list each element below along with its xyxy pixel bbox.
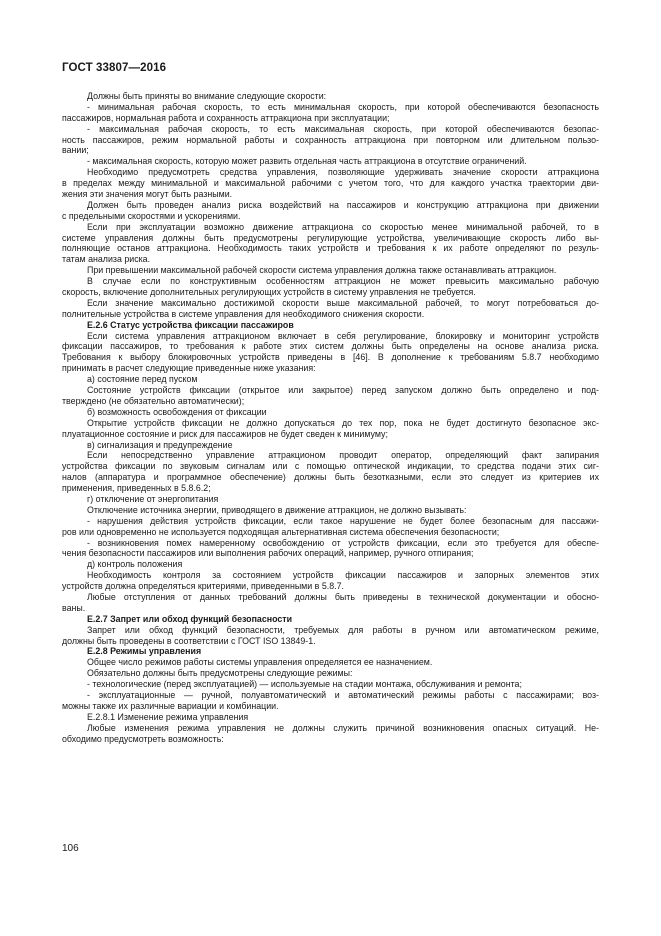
text-line: налов (аппаратура и программное обеспечение) должны быть безотказными, если это следует из критериев их <box>62 472 599 483</box>
text-line: системе управления должны быть предусмотрены регулирующие устройства, увеличивающие скорость либо вы- <box>62 232 599 243</box>
text-line: Если при эксплуатации возможно движение аттракциона со скоростью менее минимальной рабочей, то в <box>87 221 599 232</box>
text-line: E.2.6 Статус устройства фиксации пассажиров <box>87 319 294 330</box>
text-line: скорость, включение дополнительных регулирующих устройств в систему управления не требуется. <box>62 287 476 298</box>
text-line: Если непосредственно управление аттракционом проводит оператор, определяющий факт запирания <box>87 450 599 461</box>
text-line: Отключение источника энергии, приводящего в движение аттракцион, не должно вызывать: <box>87 504 467 515</box>
text-line: При превышении максимальной рабочей скорости система управления должна также останавливать аттракцион. <box>87 265 557 276</box>
text-line: применения, приведенных в 5.8.6.2; <box>62 483 211 494</box>
text-line: E.2.8 Режимы управления <box>87 646 202 657</box>
text-line: - эксплуатационные — ручной, полуавтоматический и автоматический режимы работы с пассажирами; воз- <box>87 689 599 700</box>
text-line: - максимальная скорость, которую может развить отдельная часть аттракциона в отсутствие ограничений. <box>87 156 527 167</box>
text-line: Должен быть проведен анализ риска воздействий на пассажиров и конструкцию аттракциона при движении <box>87 199 599 210</box>
text-line: Если значение максимально достижимой скорости выше максимальной рабочей, то могут потребоваться до- <box>87 297 599 308</box>
text-line: устройств должна определяться критериями, приведенными в 5.8.7. <box>62 581 344 592</box>
text-line: - минимальная рабочая скорость, то есть минимальная скорость, при которой обеспечиваются безопасность <box>87 101 599 112</box>
text-line: татам анализа риска. <box>62 254 151 265</box>
text-line: обходимо предусмотреть возможность: <box>62 733 224 744</box>
text-line: а) состояние перед пуском <box>87 374 198 385</box>
text-line: Любые отступления от данных требований должны быть приведены в технической документации и обосно- <box>87 591 599 602</box>
text-line: д) контроль положения <box>87 559 183 570</box>
text-line: ность пассажиров, режим нормальной работы и сохранность аттракциона при повторном или длительном пользо- <box>62 134 599 145</box>
document-body <box>62 91 599 744</box>
text-line: Открытие устройств фиксации не должно допускаться до тех пор, пока не будет достигнуто безопасное экс- <box>87 417 599 428</box>
text-line: - технологические (перед эксплуатацией) — используемые на стадии монтажа, обслуживания и ремонта; <box>87 679 522 690</box>
text-line: г) отключение от энергопитания <box>87 493 219 504</box>
text-line: тверждено (не обязательно автоматически); <box>62 395 245 406</box>
text-line: с предельными скоростями и ускорениями. <box>62 210 241 221</box>
text-line: Общее число режимов работы системы управления определяется ее назначением. <box>87 657 433 668</box>
text-line: Необходимость контроля за состоянием устройств фиксации пассажиров и запорных элементов этих <box>87 570 599 581</box>
text-line: Запрет или обход функций безопасности, требуемых для работы в ручном или автоматическом режиме, <box>87 624 599 635</box>
text-line: пассажиров, нормальная работа и сохранность аттракциона при эксплуатации; <box>62 112 390 123</box>
text-line: жения эти значения могут быть разными. <box>62 189 233 200</box>
text-line: плуатационное состояние и риск для пассажиров не будет сведен к минимуму; <box>62 428 388 439</box>
text-line: Требования к выбору блокировочных устройств приведены в [46]. В дополнение к требованиям 5.8.7 необходимо <box>62 352 599 363</box>
text-line: полнительные устройства в системе управления для необходимого снижения скорости. <box>62 308 425 319</box>
text-line: можны также их различные вариации и комбинации. <box>62 700 279 711</box>
text-line: - нарушения действия устройств фиксации, если такое нарушение не будет более безопасным для пассажи- <box>87 515 599 526</box>
document-header: ГОСТ 33807—2016 <box>62 62 167 74</box>
text-line: Если система управления аттракционом включает в себя регулирование, блокировку и мониторинг устройств <box>87 330 599 341</box>
text-line: - возникновения помех намеренному освобождению от устройств фиксации, если это требуется для обеспе- <box>87 537 599 548</box>
text-line: чения безопасности пассажиров или выполнения рабочих операций, например, ручного отпирания; <box>62 548 474 559</box>
text-line: принимать в расчет следующие приведенные ниже указания: <box>62 363 316 374</box>
page-number: 106 <box>62 843 79 854</box>
text-line: Необходимо предусмотреть средства управления, позволяющие удерживать значение скорости аттракциона <box>87 167 599 178</box>
text-line: в пределах между минимальной и максимальной рабочими с учетом того, что для каждого участка траектории дви- <box>62 178 599 189</box>
text-line: Состояние устройств фиксации (открытое или закрытое) перед запуском должно быть определено и под- <box>87 385 599 396</box>
text-line: в) сигнализация и предупреждение <box>87 439 233 450</box>
text-line: устройства фиксации по звуковым сигналам или с помощью оптической индикации, то средства подачи этих сиг- <box>62 461 599 472</box>
text-line: - максимальная рабочая скорость, то есть максимальная скорость, при которой обеспечиваются безопас- <box>87 123 599 134</box>
text-line: ров или одновременно не используется подходящая альтернативная система обеспечения безопасности; <box>62 526 500 537</box>
text-line: Обязательно должны быть предусмотрены следующие режимы: <box>87 668 353 679</box>
text-line: Любые изменения режима управления не должны служить причиной возникновения опасных ситуаций. Не- <box>87 722 599 733</box>
text-line: В случае если по конструктивным особенностям аттракцион не может превысить максимально рабочую <box>87 276 599 287</box>
text-line: фиксации пассажиров, то требования к работе этих систем должны быть определены на основе анализа риска. <box>62 341 599 352</box>
text-line: полняющие останов аттракциона. Необходимость таких устройств и требования к их работе определяют по резуль- <box>62 243 599 254</box>
text-line: должны быть проведены в соответствии с ГОСТ ISO 13849-1. <box>62 635 316 646</box>
text-line: E.2.7 Запрет или обход функций безопасности <box>87 613 293 624</box>
text-line: E.2.8.1 Изменение режима управления <box>87 711 249 722</box>
text-line: вании; <box>62 145 89 156</box>
text-line: Должны быть приняты во внимание следующие скорости: <box>87 91 327 101</box>
text-line: б) возможность освобождения от фиксации <box>87 406 267 417</box>
text-line: ваны. <box>62 602 86 613</box>
